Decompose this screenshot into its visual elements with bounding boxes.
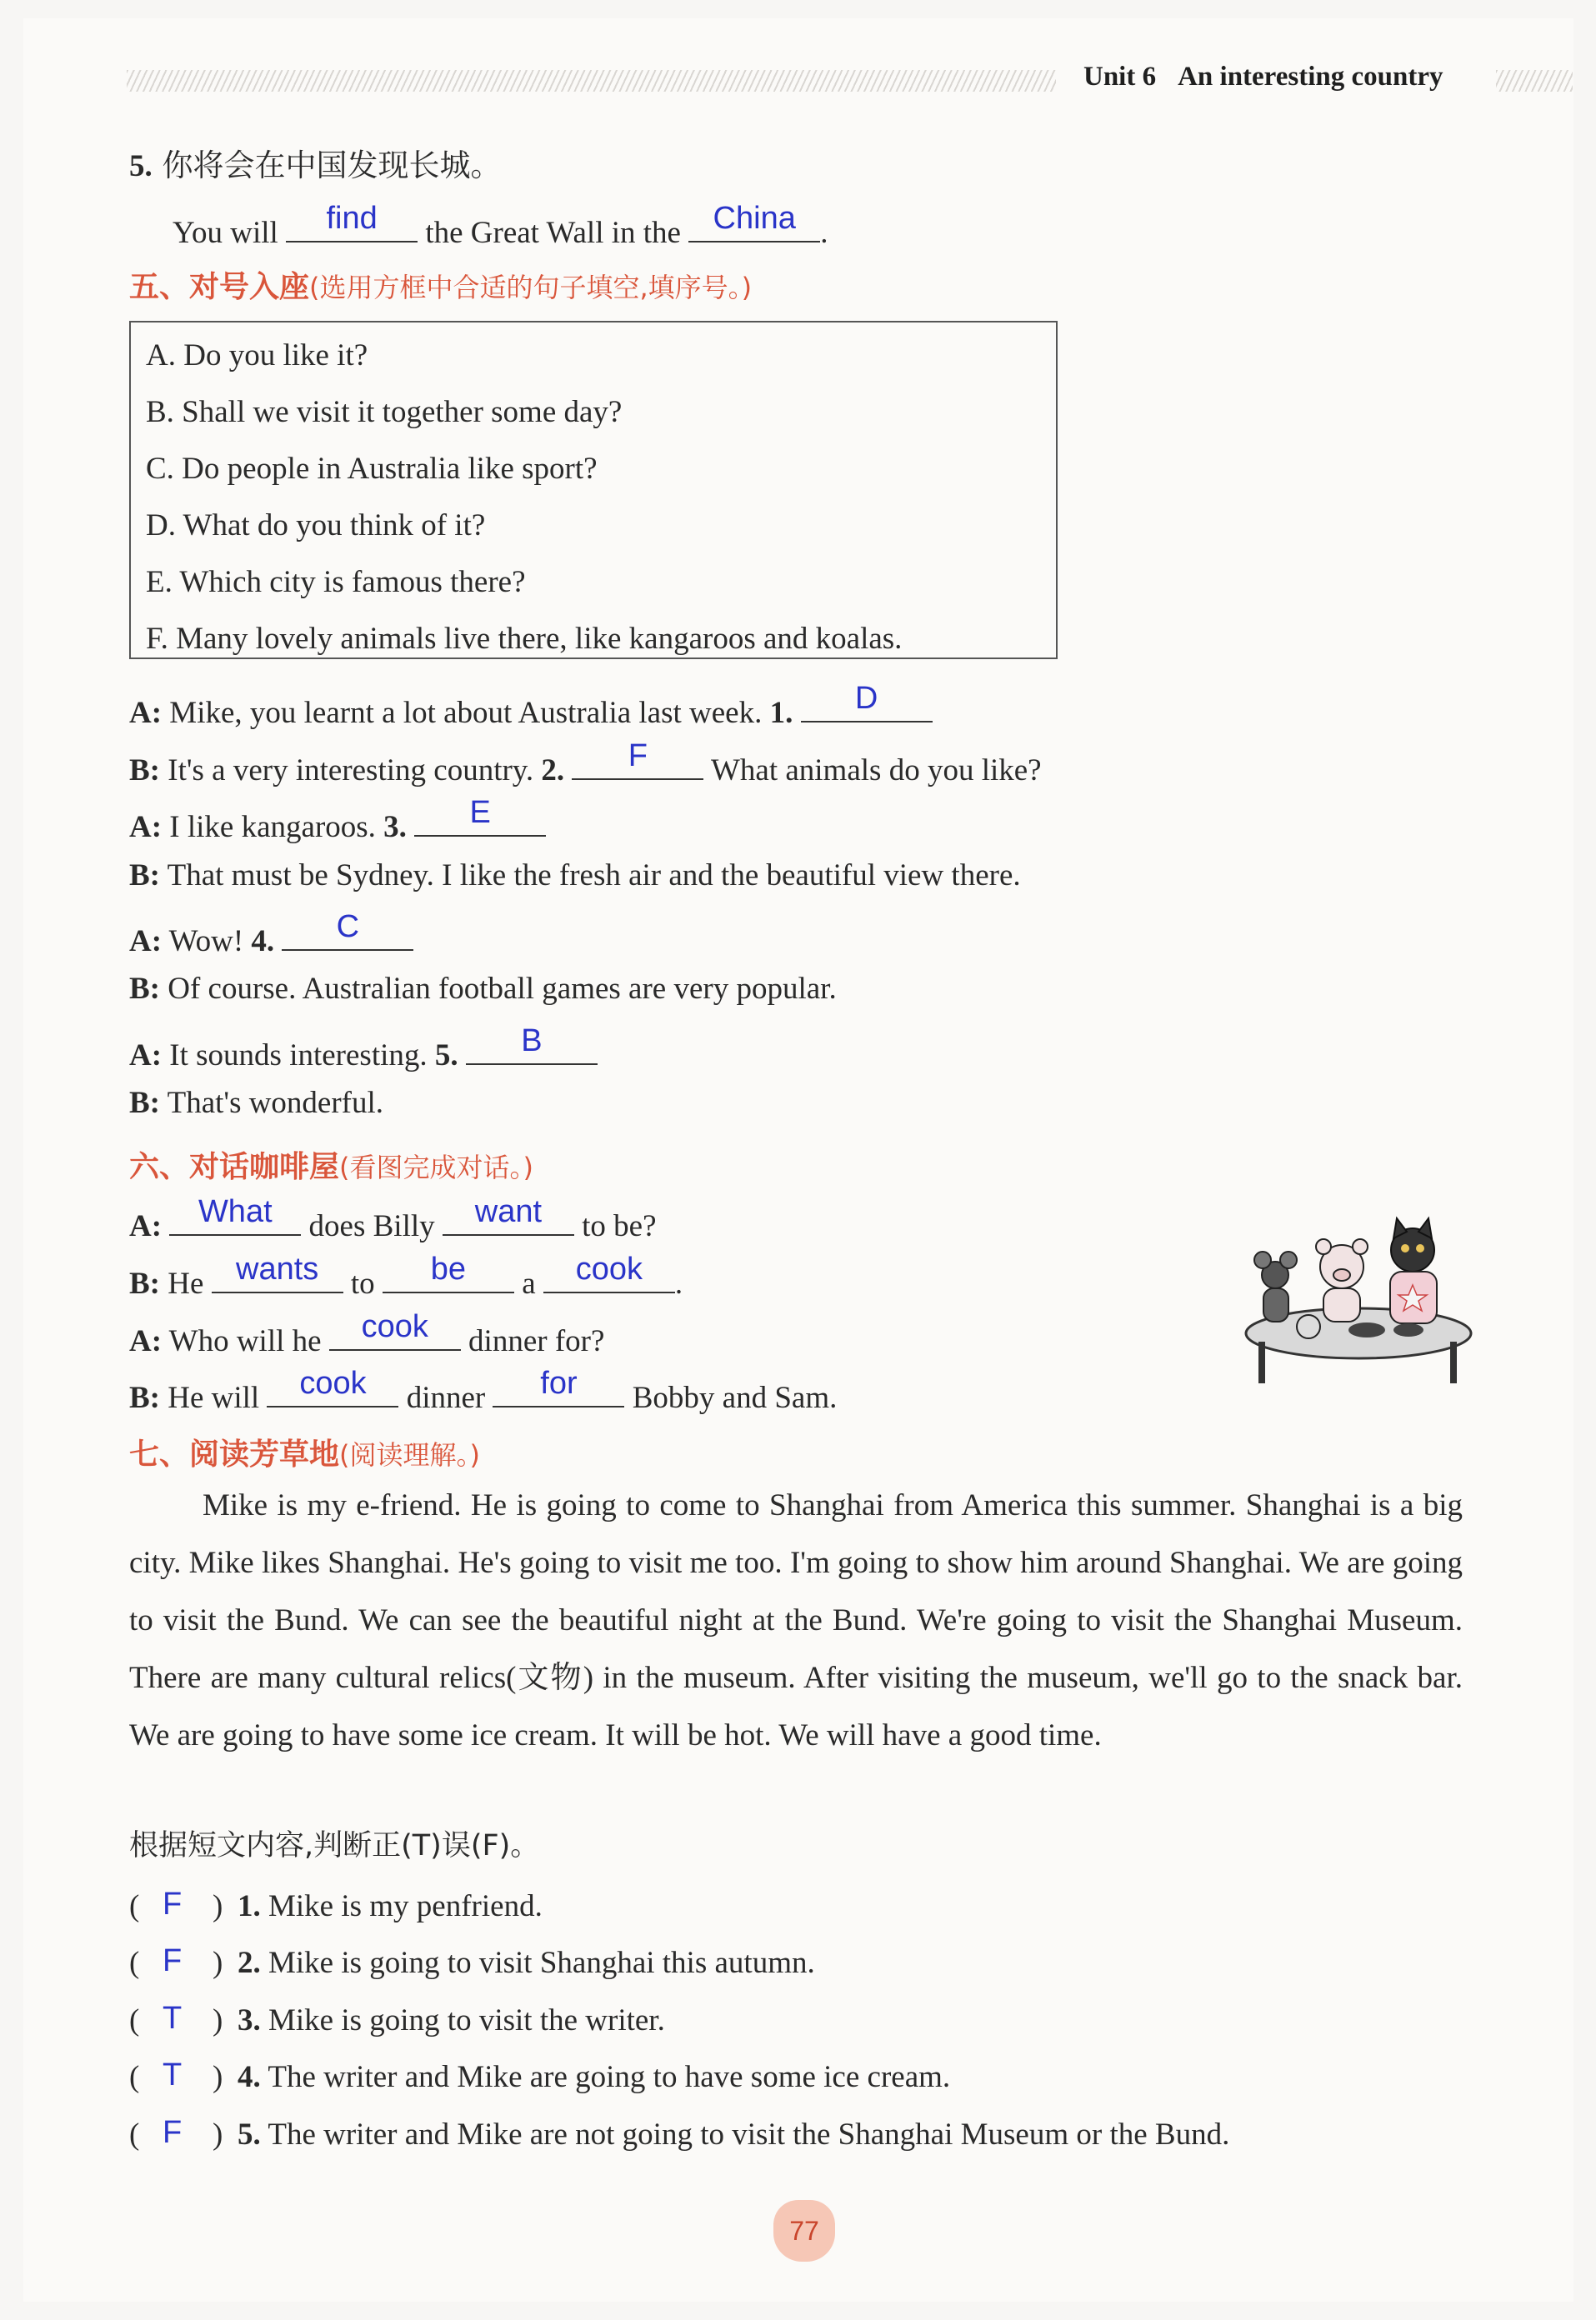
speaker: A: [129, 1323, 163, 1358]
speaker: B: [129, 972, 160, 1006]
section7-title-text: 七、阅读芳草地 [129, 1438, 340, 1472]
dialogue-text: That's wonderful. [167, 1086, 384, 1120]
tf-answer: T [163, 2001, 183, 2036]
tf-answer: F [163, 2115, 183, 2150]
speaker: A: [129, 1038, 163, 1072]
tf-number: 2. [238, 1946, 261, 1980]
option-c: C. Do people in Australia like sport? [146, 452, 598, 486]
tf-answer: F [163, 1943, 183, 1978]
tf-statement: Mike is going to visit Shanghai this autumn. [268, 1946, 815, 1980]
blank-number: 2. [541, 752, 565, 788]
q5-number: 5. [129, 149, 153, 183]
speaker: B: [129, 1380, 160, 1415]
blank-number: 3. [383, 809, 407, 844]
s6-blank[interactable] [267, 1365, 398, 1408]
dialogue-text: Mike, you learnt a lot about Australia last week. [169, 695, 763, 730]
tf-statement: Mike is my penfriend. [268, 1889, 543, 1923]
q5-english [173, 200, 828, 250]
dialogue-answer-1: D [854, 680, 878, 716]
s6-text: does Billy [308, 1208, 435, 1243]
tf-item-1 [129, 1888, 543, 1924]
dialogue-text: Of course. Australian football games are very popular. [168, 972, 837, 1006]
dialogue-answer-3: E [469, 794, 491, 830]
s6-blank[interactable] [493, 1365, 624, 1408]
blank-number: 5. [434, 1038, 458, 1072]
s6-answer: be [430, 1251, 467, 1287]
dialogue-answer-4: C [336, 908, 360, 944]
header-title [1083, 62, 1443, 92]
tf-paren[interactable]: ( F ) [129, 1887, 223, 1923]
s6-text: He [168, 1266, 204, 1301]
dialogue-line-6 [129, 973, 837, 1004]
dialogue-text: I like kangaroos. [169, 809, 376, 844]
s6-answer: for [540, 1365, 578, 1401]
q5-blank-1[interactable] [286, 200, 418, 242]
tf-statement: The writer and Mike are going to have some ice cream. [268, 2060, 951, 2094]
q5-cn-text: 你将会在中国发现长城。 [162, 148, 502, 183]
tf-statement: Mike is going to visit the writer. [268, 2003, 665, 2038]
speaker: A: [129, 1208, 163, 1243]
section6-title-text: 六、对话咖啡屋 [129, 1150, 340, 1184]
q5-text-before: You will [173, 215, 278, 250]
options-box [129, 321, 1058, 659]
tf-answer: T [163, 2058, 183, 2092]
dialogue-text: That must be Sydney. I like the fresh air and the beautiful view there. [167, 858, 1021, 892]
s6-blank[interactable] [212, 1251, 343, 1293]
dialogue-blank-3[interactable] [414, 794, 546, 837]
dialogue-line-3 [129, 794, 546, 844]
dialogue-blank-4[interactable] [282, 908, 413, 951]
speaker: B: [129, 1086, 160, 1120]
option-d: D. What do you think of it? [146, 508, 486, 542]
s6-answer: wants [236, 1251, 319, 1287]
cooking-animals-illustration [1242, 1208, 1475, 1392]
dialogue-line-5 [129, 908, 413, 958]
speaker: B: [129, 1266, 160, 1301]
s6-line-4 [129, 1365, 838, 1415]
blank-number: 1. [769, 695, 793, 730]
option-a: A. Do you like it? [146, 338, 368, 372]
s6-line-2 [129, 1251, 683, 1301]
mouse-icon [1254, 1252, 1297, 1322]
tf-number: 4. [238, 2060, 261, 2094]
speaker: A: [129, 695, 163, 730]
speaker: A: [129, 923, 163, 958]
tf-answer: F [163, 1887, 183, 1922]
pig-icon [1316, 1239, 1368, 1322]
tf-paren[interactable]: ( T ) [129, 2058, 223, 2094]
dialogue-line-1 [129, 680, 933, 730]
dialogue-line-4 [129, 860, 1021, 891]
section6-title [129, 1143, 533, 1186]
speaker: B: [129, 752, 160, 788]
s6-blank[interactable] [329, 1308, 461, 1351]
q5-blank-2[interactable] [688, 200, 820, 242]
section5-hint: (选用方框中合适的句子填空,填序号。) [309, 272, 753, 303]
s6-answer: cook [361, 1308, 428, 1344]
q5-text-end: . [820, 215, 828, 250]
blank-number: 4. [251, 923, 275, 958]
q5-answer-1: find [326, 200, 378, 236]
option-e: E. Which city is famous there? [146, 565, 526, 599]
dialogue-text: Wow! [168, 923, 244, 958]
dialogue-line-7 [129, 1022, 598, 1072]
dialogue-blank-1[interactable] [801, 680, 933, 722]
dialogue-line-8 [129, 1088, 383, 1118]
s6-blank[interactable] [543, 1251, 675, 1293]
s6-text: He will [168, 1380, 260, 1415]
s6-text: dinner [406, 1380, 486, 1415]
s6-line-3 [129, 1308, 605, 1358]
dialogue-blank-5[interactable] [466, 1022, 598, 1065]
s6-blank[interactable] [383, 1251, 514, 1293]
reading-passage [129, 1477, 1463, 1764]
tf-statement: The writer and Mike are not going to visit the Shanghai Museum or the Bund. [268, 2118, 1230, 2152]
tf-number: 5. [238, 2118, 261, 2152]
header-hatch-left [127, 70, 1056, 92]
s6-text: to [350, 1266, 375, 1301]
s6-blank[interactable] [169, 1193, 301, 1236]
q5-answer-2: China [713, 200, 796, 236]
s6-text: Bobby and Sam. [632, 1380, 838, 1415]
unit-label: Unit 6 [1083, 62, 1157, 92]
section6-hint: (看图完成对话。) [339, 1152, 533, 1183]
tf-instruction: 根据短文内容,判断正(T)误(F)。 [129, 1829, 540, 1862]
tf-number: 1. [238, 1889, 261, 1923]
s6-answer: want [474, 1193, 543, 1229]
speaker: B: [129, 858, 160, 892]
dialogue-text: It's a very interesting country. [168, 752, 534, 788]
tf-item-4 [129, 2059, 950, 2095]
s6-answer: What [198, 1193, 273, 1229]
s6-answer: cook [575, 1251, 643, 1287]
s6-text: to be? [582, 1208, 657, 1243]
q5-text-middle: the Great Wall in the [425, 215, 681, 250]
dialogue-text-after: What animals do you like? [710, 752, 1042, 788]
s6-blank[interactable] [443, 1193, 574, 1236]
s6-text: dinner for? [468, 1323, 605, 1358]
unit-title: An interesting country [1178, 62, 1443, 92]
section7-hint: (阅读理解。) [339, 1439, 480, 1471]
dialogue-line-2 [129, 738, 1042, 788]
s6-text: . [674, 1266, 683, 1301]
q5-chinese [129, 150, 502, 182]
page-number: 77 [773, 2200, 835, 2262]
dialogue-blank-2[interactable] [572, 738, 703, 780]
tf-number: 3. [238, 2003, 261, 2038]
dialogue-text: It sounds interesting. [169, 1038, 428, 1072]
speaker: A: [129, 809, 163, 844]
s6-text: Who will he [168, 1323, 322, 1358]
tf-paren[interactable]: ( F ) [129, 2115, 223, 2152]
section7-title [129, 1431, 480, 1473]
option-b: B. Shall we visit it together some day? [146, 395, 623, 429]
section5-title [129, 263, 752, 306]
header-hatch-right [1496, 70, 1573, 92]
s6-line-1 [129, 1193, 657, 1243]
tf-item-2 [129, 1945, 815, 1981]
dialogue-answer-5: B [521, 1022, 543, 1058]
tf-paren[interactable]: ( F ) [129, 1943, 223, 1980]
tf-item-5 [129, 2117, 1229, 2152]
s6-text: a [522, 1266, 536, 1301]
s6-answer: cook [299, 1365, 367, 1401]
option-f: F. Many lovely animals live there, like kangaroos and koalas. [146, 622, 903, 656]
section5-title-text: 五、对号入座 [129, 270, 310, 304]
cat-icon [1390, 1218, 1437, 1323]
passage-text: Mike is my e-friend. He is going to come to Shanghai from America this summer. Shanghai is a big city. Mike likes Shanghai. He's going to visit me too. I'm going to show him around Shanghai. We are going to visit the Bund. We can see the beautiful night at the Bund. We're going to visit the Shanghai Museum. There are many cultural relics(文物) in the museum. After visiting the museum, we'll go to the snack bar. We are going to have some ice cream. It will be hot. We will have a good time. [129, 1488, 1463, 1752]
tf-item-3 [129, 2002, 665, 2038]
dialogue-answer-2: F [628, 738, 648, 773]
tf-paren[interactable]: ( T ) [129, 2001, 223, 2038]
